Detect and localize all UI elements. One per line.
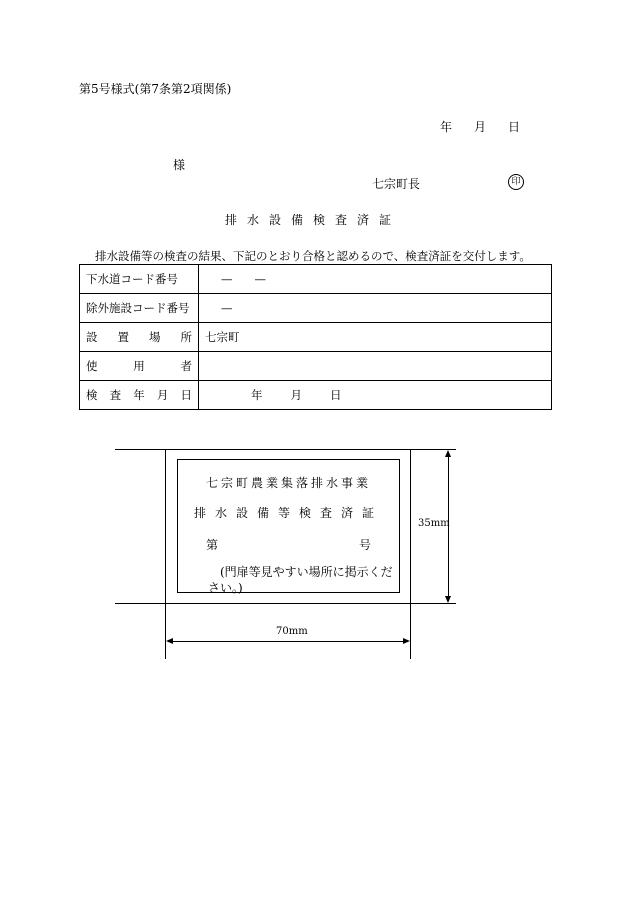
guide-line-top <box>115 449 456 450</box>
row-label-location: 設 置 場 所 <box>80 323 199 352</box>
location-value: 七宗町 <box>199 323 552 352</box>
width-dimension-line <box>168 641 408 642</box>
issue-date <box>440 118 542 135</box>
seal-mark: 印 <box>508 174 524 190</box>
user-value <box>199 352 552 381</box>
sign-title: 排水設備等検査済証 <box>193 506 383 520</box>
date-day: 日 <box>508 120 521 134</box>
arrow-right-icon <box>403 638 410 644</box>
sign-number-suffix: 号 <box>358 538 371 552</box>
arrow-left-icon <box>166 638 173 644</box>
row-label-sewer-code: 下水道コード番号 <box>80 265 199 294</box>
guide-line-right <box>410 449 411 659</box>
table-row <box>80 323 552 352</box>
row-label-inspection-date: 検 査 年 月 日 <box>80 381 199 410</box>
addressee-suffix: 様 <box>173 158 186 172</box>
document-title: 排水設備検査済証 <box>225 213 402 227</box>
intro-text: 排水設備等の検査の結果、下記のとおり合格と認めるので、検査済証を交付します。 <box>95 249 531 263</box>
form-number: 第5号様式(第7条第2項関係) <box>79 82 232 96</box>
sign-note: (門扉等見やすい場所に掲示ください。) <box>208 565 393 595</box>
inspection-table <box>79 264 552 410</box>
date-month: 月 <box>474 120 487 134</box>
sign-plate <box>177 459 400 593</box>
height-dimension-label: 35mm <box>418 518 450 529</box>
date-year: 年 <box>440 120 453 134</box>
exclusion-code-value: — <box>199 294 552 323</box>
table-row <box>80 352 552 381</box>
guide-line-left <box>165 449 166 659</box>
table-row <box>80 381 552 410</box>
width-dimension-label: 70mm <box>276 626 308 637</box>
arrow-up-icon <box>445 450 451 457</box>
guide-line-bottom <box>115 603 456 604</box>
issuer-name: 七宗町長 <box>372 177 421 191</box>
table-row <box>80 265 552 294</box>
sign-operator-name: 七宗町農業集落排水事業 <box>205 476 371 490</box>
arrow-down-icon <box>445 596 451 603</box>
inspection-date-value: 年 月 日 <box>199 381 552 410</box>
sewer-code-value: — — <box>199 265 552 294</box>
row-label-user: 使 用 者 <box>80 352 199 381</box>
sign-number-prefix: 第 <box>206 538 219 552</box>
table-row <box>80 294 552 323</box>
row-label-exclusion-code: 除外施設コード番号 <box>80 294 199 323</box>
